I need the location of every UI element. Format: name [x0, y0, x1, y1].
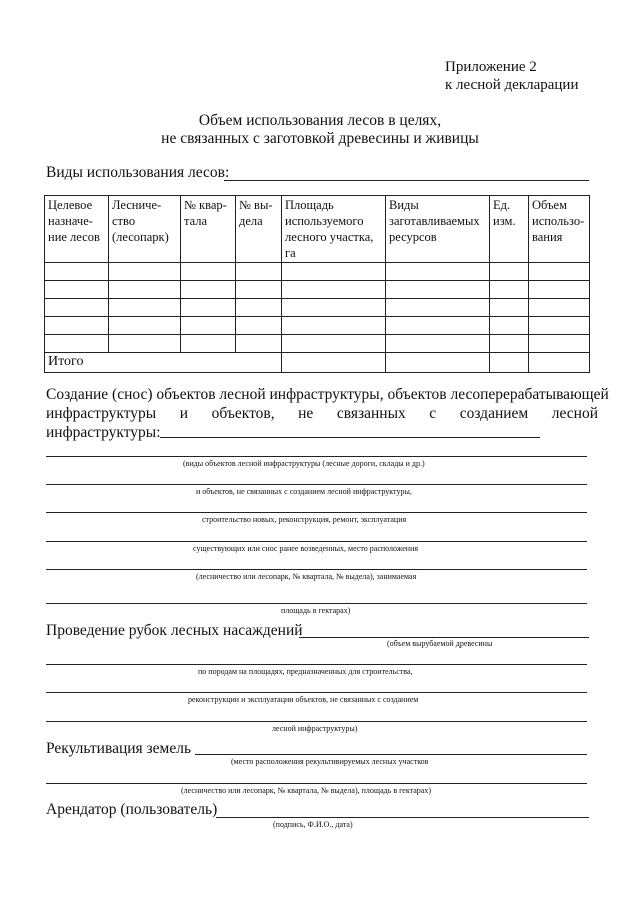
- table-cell-volume[interactable]: [529, 335, 590, 353]
- caption-recultivation-forestry: (лесничество или лесопарк, № квартала, № выдела), площадь в гектарах): [181, 786, 431, 795]
- table-cell-area[interactable]: [282, 299, 386, 317]
- infrastructure-paragraph: [46, 385, 609, 442]
- table-cell-quarter[interactable]: [181, 335, 236, 353]
- table-cell-unit[interactable]: [490, 317, 529, 335]
- cutting-line-b[interactable]: [46, 692, 587, 693]
- table-cell-purpose[interactable]: [45, 317, 109, 335]
- table-cell-area[interactable]: [282, 317, 386, 335]
- infrastructure-line-f[interactable]: [46, 603, 587, 604]
- tenant-label: Арендатор (пользователь): [46, 801, 218, 818]
- infrastructure-line-1: Создание (снос) объектов лесной инфраструктуры, объектов лесоперерабатывающей: [46, 386, 609, 403]
- table-cell-resources[interactable]: [386, 335, 490, 353]
- table-cell-plot[interactable]: [236, 263, 282, 281]
- table-cell-unit[interactable]: [490, 281, 529, 299]
- total-cell-unit[interactable]: [490, 353, 529, 373]
- table-cell-forestry[interactable]: [109, 317, 181, 335]
- infrastructure-line-c[interactable]: [46, 512, 587, 513]
- header-resources: Виды заготавливаемых ресурсов: [386, 196, 490, 263]
- infrastructure-line-2: инфраструктуры и объектов, не связанных с созданием лесной: [46, 405, 598, 422]
- total-cell-volume[interactable]: [529, 353, 590, 373]
- caption-infra-objects: и объектов, не связанных с созданием лесной инфраструктуры,: [196, 487, 412, 496]
- header-purpose: Целевое назначе- ние лесов: [45, 196, 109, 263]
- table-cell-quarter[interactable]: [181, 281, 236, 299]
- header-volume: Объем использо- вания: [529, 196, 590, 263]
- tenant-signature-field[interactable]: [216, 817, 589, 818]
- table-cell-plot[interactable]: [236, 335, 282, 353]
- table-cell-purpose[interactable]: [45, 281, 109, 299]
- caption-cutting-infra: лесной инфраструктуры): [272, 724, 358, 733]
- page-title: Объем использования лесов в целях,: [198, 112, 442, 129]
- cutting-label: Проведение рубок лесных насаждений: [46, 622, 303, 639]
- table-cell-area[interactable]: [282, 263, 386, 281]
- infrastructure-line-b[interactable]: [46, 484, 587, 485]
- caption-recultivation-location: (место расположения рекультивируемых лесных участков: [231, 757, 429, 766]
- total-cell-area[interactable]: [282, 353, 386, 373]
- table-cell-quarter[interactable]: [181, 317, 236, 335]
- header-quarter: № квар- тала: [181, 196, 236, 263]
- caption-infra-location: существующих или снос ранее возведенных, место расположения: [193, 544, 419, 553]
- total-label: Итого: [45, 353, 282, 373]
- table-total-row: [45, 353, 590, 373]
- table-cell-plot[interactable]: [236, 317, 282, 335]
- table-header-row: [45, 196, 590, 263]
- recultivation-label: Рекультивация земель: [46, 740, 192, 757]
- table-cell-purpose[interactable]: [45, 299, 109, 317]
- caption-infra-construction: строительство новых, реконструкция, ремонт, эксплуатация: [202, 515, 407, 524]
- header-area: Площадь используемого лесного участка, га: [282, 196, 386, 263]
- table-cell-purpose[interactable]: [45, 263, 109, 281]
- cutting-line-c[interactable]: [46, 721, 587, 722]
- infrastructure-line-a[interactable]: [46, 456, 587, 457]
- table-cell-volume[interactable]: [529, 299, 590, 317]
- table-cell-forestry[interactable]: [109, 281, 181, 299]
- table-cell-area[interactable]: [282, 281, 386, 299]
- table-cell-volume[interactable]: [529, 263, 590, 281]
- infrastructure-line-e[interactable]: [46, 569, 587, 570]
- appendix-subtitle: к лесной декларации: [445, 77, 579, 93]
- table-cell-unit[interactable]: [490, 299, 529, 317]
- page-subtitle: не связанных с заготовкой древесины и живицы: [161, 130, 479, 147]
- total-cell-resources[interactable]: [386, 353, 490, 373]
- table-cell-quarter[interactable]: [181, 263, 236, 281]
- forest-use-field[interactable]: [224, 180, 589, 181]
- table-cell-purpose[interactable]: [45, 335, 109, 353]
- table-row: [45, 317, 590, 335]
- header-forestry: Лесниче- ство (лесопарк): [109, 196, 181, 263]
- header-unit: Ед. изм.: [490, 196, 529, 263]
- infrastructure-line-3: инфраструктуры:: [46, 424, 161, 441]
- caption-cutting-volume: (объем вырубаемой древесины: [387, 639, 493, 648]
- table-cell-forestry[interactable]: [109, 335, 181, 353]
- forest-use-label: Виды использования лесов:: [46, 164, 230, 181]
- table-cell-unit[interactable]: [490, 335, 529, 353]
- table-cell-resources[interactable]: [386, 263, 490, 281]
- table-cell-resources[interactable]: [386, 281, 490, 299]
- table-cell-plot[interactable]: [236, 299, 282, 317]
- table-cell-resources[interactable]: [386, 317, 490, 335]
- table-cell-forestry[interactable]: [109, 299, 181, 317]
- table-row: [45, 335, 590, 353]
- table-row: [45, 281, 590, 299]
- caption-infra-forestry: (лесничество или лесопарк, № квартала, № выдела), занимаемая: [196, 572, 417, 581]
- recultivation-line-a[interactable]: [46, 783, 587, 784]
- caption-cutting-species: по породам на площадях, предназначенных для строительства,: [198, 667, 413, 676]
- table-cell-unit[interactable]: [490, 263, 529, 281]
- usage-table: [44, 195, 590, 373]
- caption-cutting-reconstruction: реконструкции и эксплуатации объектов, не связанных с созданием: [188, 695, 419, 704]
- caption-tenant-signature: (подпись, Ф.И.О., дата): [273, 820, 353, 829]
- table-row: [45, 263, 590, 281]
- table-row: [45, 299, 590, 317]
- table-cell-resources[interactable]: [386, 299, 490, 317]
- table-cell-plot[interactable]: [236, 281, 282, 299]
- table-cell-area[interactable]: [282, 335, 386, 353]
- table-cell-volume[interactable]: [529, 317, 590, 335]
- table-cell-forestry[interactable]: [109, 263, 181, 281]
- appendix-number: Приложение 2: [445, 59, 537, 75]
- caption-infra-types: (виды объектов лесной инфраструктуры (лесные дороги, склады и др.): [183, 459, 425, 468]
- table-cell-quarter[interactable]: [181, 299, 236, 317]
- cutting-line-a[interactable]: [46, 664, 587, 665]
- infrastructure-field[interactable]: [160, 437, 540, 438]
- table-cell-volume[interactable]: [529, 281, 590, 299]
- infrastructure-line-d[interactable]: [46, 541, 587, 542]
- header-plot: № вы- дела: [236, 196, 282, 263]
- cutting-field[interactable]: [299, 637, 589, 638]
- caption-infra-area: площадь в гектарах): [281, 606, 351, 615]
- recultivation-field[interactable]: [195, 754, 587, 755]
